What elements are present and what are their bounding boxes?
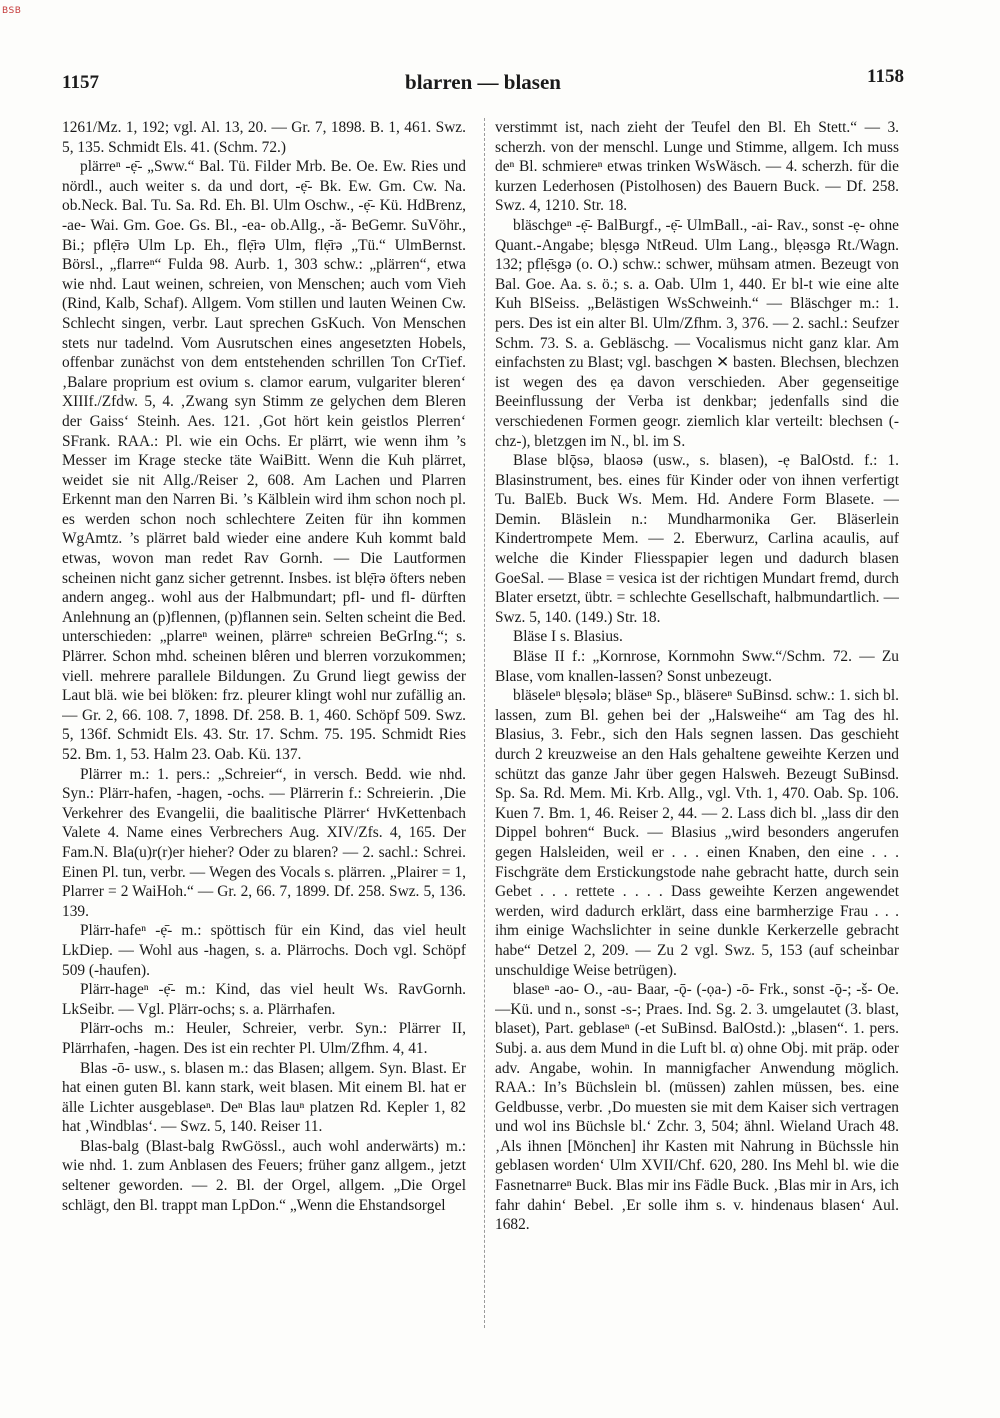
entry-plaerr-hafen: Plärr-hafeⁿ -ẹ̄- m.: spöttisch für ein Kind, das viel heult LkDiep. — Wohl aus -hagen, s. a. Plärrochs. Doch vgl. Schöpf 509 (-haufen). [62,922,466,979]
entry-plaerren: plärreⁿ -ẹ̄- „Sww.“ Bal. Tü. Filder Mrb. Be. Oe. Ew. Ries und nördl., auch weiter s. da und dort, -ẹ̄- Bk. Ew. Gm. Cw. Na. ob.Neck. Bal. Tu. Sa. Rd. Eh. Bl. Ulm Oschw., -ẹ̄- Kü. HdBrenz, -ae- Wai. Gm. Goe. Gs. Bl., -ea- ob.Allg., -ă- BeGemr. SuVöhr., Bi.; pflẹ̄rə Ulm Lp. Eh., flẹ̄rə Ulm, flẹ̄rə „Tü.“ UlmBernst. Börsl., „flarreⁿ“ Fulda 98. Aurb. 1, 303 schw.: „plärren“, etwa wie nhd. Laut weinen, schreien, von Menschen; auch vom Vieh (Rind, Kalb, Schaf). Allgem. Vom stillen und lauten Weinen Cw. Schlecht singen, verbr. Laut sprechen GsKuch. Von Menschen stets nur tadelnd. Vom Ausrutschen eines angesetzten Hobels, offenbar zunächst von dem entstehenden schrillen Ton CrTief. ‚Balare proprium est ovium s. clamor earum, vulgariter bleren‘ XIIIf./Zfdw. 5, 4. ‚Zwang syn Stimm ze gelychen dem Bleren der Gaiss‘ Steinh. Aes. 121. ‚Got hört kein geistlos Plerren‘ SFrank. RAA.: Pl. wie ein Ochs. Er plärrt, wie wenn ihm ’s Messer im Krage stecke täte WaiBitt. Wenn die Kuh plärret, weidet sie nit Allg./Reiser 2, 608. Am Lachen und Plarren Erkennt man den Narren Bi. ’s Kälblein wird ihm schon noch pl. es werden schon noch schlechtere Zeiten für ihn kommen WgAmtz. ’s plärret bald wieder eine andere Kuh kommt bald etwas, wovon man redet Rav Gornh. — Die Lautformen scheinen nicht ganz sicher getrennt. Insbes. ist blẹ̄rə öfters neben andern angeg.. wohl aus der Halbmundart; pfl- und fl- dürften Anlehnung an (p)flennen, (p)flannen sein. Selten scheint die Bed. unterschieden: „plarreⁿ weinen, plärreⁿ schreien BeGrIng.“; s. Plärrer. Schon mhd. scheinen blêren und blerren vorzukommen; viell. mehrere parallele Bildungen. Zu Grund liegt gewiss der Laut blä. wie bei blöken: frz. pleurer klingt wohl nur zufällig an. — Gr. 2, 66. 108. 7, 1898. Df. 258. B. 1, 460. Schöpf 509. Swz. 5, 136f. Schmidt Els. 43. Str. 17. Schm. 75. 195. Schmidt Ries 52. Bm. 1, 53. Halm 23. Oab. Kü. 137. [62,158,466,763]
entry-blas: Blas -ō- usw., s. blasen m.: das Blasen; allgem. Syn. Blast. Er hat einen guten Bl. kann stark, weit blasen. Mit einem Bl. hat er älle Lichter ausgeblaseⁿ. Deⁿ Blas lauⁿ platzen Rd. Kepler 1, 82 hat ‚Windblas‘. — Swz. 5, 140. Reiser 11. [62,1059,466,1136]
entry-blaeschgen: bläschgeⁿ -ẹ̄- BalBurgf., -ẹ̄- UlmBall., -ai- Rav., sonst -ẹ- ohne Quant.-Angabe; blẹsgə NtReud. Ulm Lang., blẹəsgə Rt./Wagn. 132; pflẹ̄sgə (o. O.) schw.: schwer, mühsam atmen. Bezeugt von Bal. Goe. Aa. s. ö.; s. a. Oab. Ulm 1, 440. Er bl-t wie eine alte Kuh BlSeiss. „Belästigen WsSchweinh.“ — Bläschger m.: 1. pers. Des ist ein alter Bl. Ulm/Zfhm. 3, 376. — 2. sachl.: Seufzer Schm. 73. S. a. Gebläschg. — Vocalismus nicht ganz klar. Am einfachsten zu Blast; vgl. baschgen ✕ basten. Blechsen, blechzen ist wegen des ẹa davon verschieden. Aber gegenseitige Beeinflussung der Verba ist denkbar; jedenfalls sind die verschiedenen Formen geogr. ziemlich klar verteilt: blechsen (-chz-), bletzgen im N., bl. im S. [495,216,899,450]
library-stamp: BSB [2,6,22,16]
entry-blaese-2: Bläse II f.: „Kornrose, Kornmohn Sww.“/Schm. 72. — Zu Blase, vom knallen-lassen? Sonst unbezeugt. [495,648,899,685]
entry-blase: Blase blǭsə, blaosə (usw., s. blasen), -ẹ BalOstd. f.: 1. Blasinstrument, bes. eines für Kinder oder von ihnen verfertigt Tu. BalEb. Buck Ws. Mem. Hd. Andere Form Blasete. — Demin. Bläslein n.: Mundharmonika Ger. Bläserlein Kindertrompete Mem. — 2. Eberwurz, Carlina acaulis, auf welche die Kinder Fliesspapier legen und dadurch blasen GoeSal. — Blase = vesica ist der richtigen Mundart fremd, durch Blater ersetzt, übtr. = schlechte Gesellschaft, halbmundartlich. — Swz. 5, 140. (149.) Str. 18. [495,452,899,626]
page-number-left: 1157 [62,72,99,93]
page-title: blarren — blasen [405,70,561,94]
entry-blasen: blaseⁿ -ao- O., -au- Baar, -ǭ- (-ọa-) -ō- Frk., sonst -ǭ-; -š- Oe.—Kü. und n., sonst -s-; Praes. Ind. Sg. 2. 3. umgelautet (3. blast, blaset), Part. geblaseⁿ (-et SuBinsd. BalOstd.): „blasen“. 1. pers. Subj. a. aus dem Mund in die Luft bl. α) ohne Obj. mit präp. oder adv. Angabe, wohin. In mannigfacher Anwendung möglich. RAA.: In’s Büchslein bl. (müssen) zahlen müssen, bes. eine Geldbusse, verbr. ‚Do muesten sie mit dem Kaiser sich vertragen und wol ins Büchsle bl.‘ Zchr. 3, 504; ähnl. Wieland Urach 48. ‚Als ihnen [Mönchen] ihr Kasten mit Nahrung in Büchssle hin geblasen worden‘ Ulm XVII/Chf. 620, 280. Ins Mehl bl. wie die Fasnetnarreⁿ Buck. Blas mir ins Fädle Buck. ‚Blas mir in Ars, ich fahr dahin‘ Bebel. ‚Er solle ihm s. v. hindenaus blasen‘ Aul. 1682. [495,981,899,1234]
entry-plaerr-ochs: Plärr-ochs m.: Heuler, Schreier, verbr. Syn.: Plärrer II, Plärrhafen, -hagen. Des ist ein rechter Pl. Ulm/Zfhm. 4, 41. [62,1020,466,1057]
entry-plaerrer: Plärrer m.: 1. pers.: „Schreier“, in versch. Bedd. wie nhd. Syn.: Plärr-hafen, -hagen, -ochs. — Plärrerin f.: Schreierin. ‚Die Verkehrer des Evangelii, die baalitische Plärrer‘ HvKettenbach Valete 4. Name eines Verbrechers Aug. XIV/Zfs. 4, 165. Der Fam.N. Bla(u)r(r)er hieher? Oder zu blaren? — 2. sachl.: Schrei. Einen Pl. tun, verbr. — Wegen des Vocals s. plärren. „Plairer = 1, Plarrer = 2 WaiHoh.“ — Gr. 2, 66. 7, 1899. Df. 258. Swz. 5, 136. 139. [62,765,466,920]
entry-blaese-1: Bläse I s. Blasius. [513,628,623,646]
entry-plaerr-hagen: Plärr-hageⁿ -ẹ̄- m.: Kind, das viel heult Ws. RavGornh. LkSeibr. — Vgl. Plärr-ochs; s. a. Plärrhafen. [62,981,466,1018]
right-column [495,118,899,1398]
entry-continuation: 1261/Mz. 1, 192; vgl. Al. 13, 20. — Gr. 7, 1898. B. 1, 461. Swz. 5, 135. Schmidt Els. 41. (Schm. 72.) [62,119,466,156]
entry-blas-balg-continuation: verstimmt ist, nach zieht der Teufel den Bl. Eh Stett.“ — 3. scherzh. von der menschl. Lunge und Stimme, allgem. Ich muss deⁿ Bl. schmiereⁿ etwas trinken WsWäsch. — 4. scherzh. für die kurzen Lederhosen (Pistolhosen) des Bauern Buck. — Df. 258. Swz. 4, 1210. Str. 18. [495,119,899,215]
page-number-right: 1158 [867,66,904,87]
entry-blaeselen: bläseleⁿ blẹsələ; bläseⁿ Sp., bläsereⁿ SuBinsd. schw.: 1. sich bl. lassen, zum Bl. gehen bei der „Halsweihe“ am Tag des hl. Blasius, 3. Febr., sich den Hals segnen lassen. Das geschieht durch 2 kreuzweise an den Hals gehaltene geweihte Kerzen und schützt das ganze Jahr über gegen Halsweh. Bezeugt SuBinsd. Sp. Sa. Rd. Mem. Mi. Krb. Allg., vgl. Vth. 1, 470. Oab. Sp. 106. Kuen 7. Bm. 1, 46. Reiser 2, 44. — 2. Lass dich bl. „lass dir den Dippel bohren“ Buck. — Blasius „wird besonders angerufen gegen Halsleiden, weil er . . . einen Knaben, den eine . . . Fischgräte dem Erstickungstode nahe gebracht hatte, durch sein Gebet . . . rettete . . . . Dass geweihte Kerzen angewendet werden, wird dadurch erklärt, dass eine barmherzige Frau . . . ihm einige Wachslichter in seine dunkle Kerkerzelle gebracht habe“ Detzel 2, 209. — Zu 2 vgl. Swz. 5, 153 (auf scheinbar unschuldige Weise betrügen). [495,687,899,979]
entry-blas-balg: Blas-balg (Blast-balg RwGössl., auch wohl anderwärts) m.: wie nhd. 1. zum Anblasen des Feuers; früher ganz allgem., jetzt seltener geworden. — 2. Bl. der Orgel, allgem. „Die Orgel schlägt, den Bl. trappt man LpDon.“ „Wenn die Ehstandsorgel [62,1137,466,1214]
running-header [62,60,904,104]
column-divider [484,118,485,1328]
left-column [62,118,466,1398]
